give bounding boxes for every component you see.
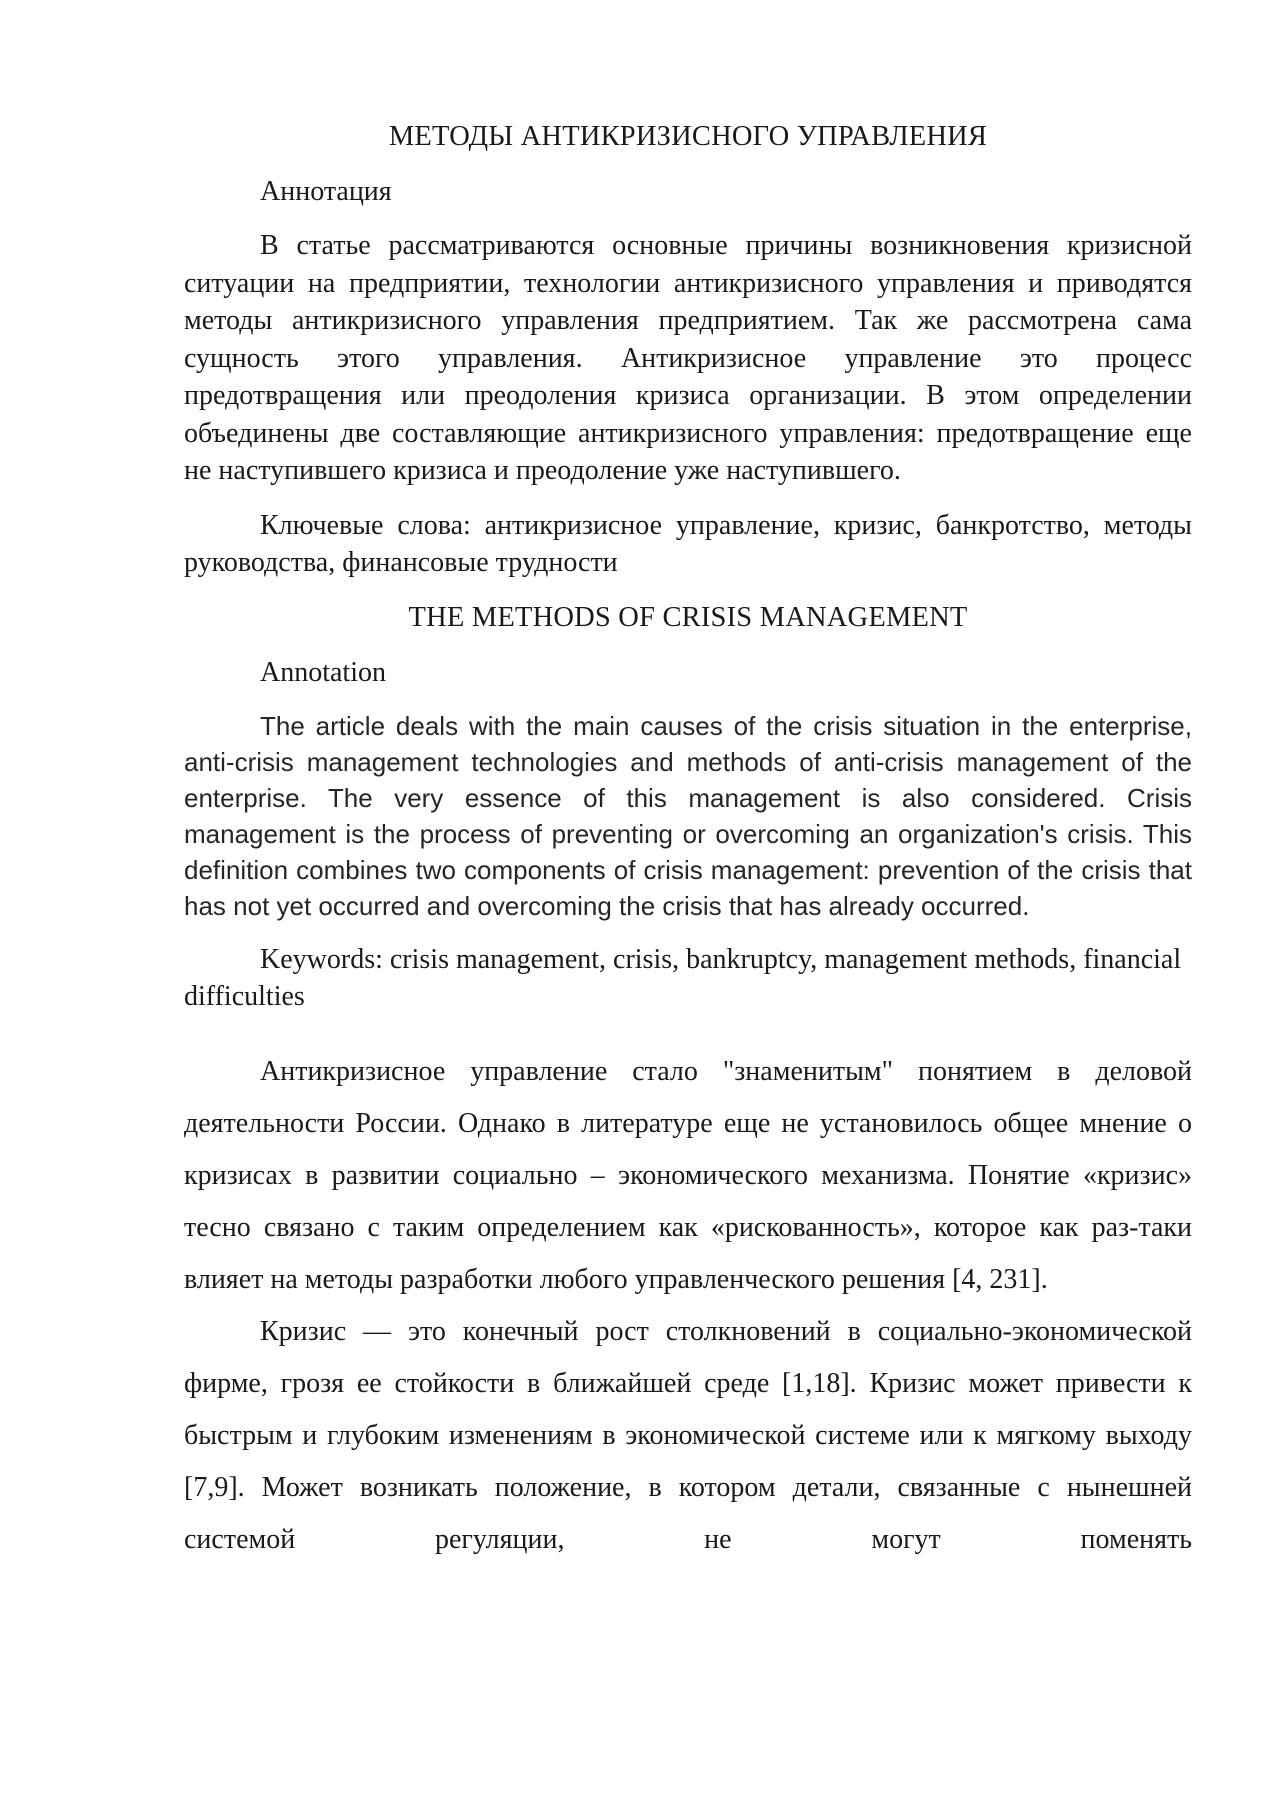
- title-ru: МЕТОДЫ АНТИКРИЗИСНОГО УПРАВЛЕНИЯ: [388, 121, 988, 152]
- keywords-en: Keywords: crisis management, crisis, bankruptcy, management methods, financial difficulties: [184, 943, 1182, 1012]
- keywords-ru: Ключевые слова: антикризисное управление, кризис, банкротство, методы руководства, финансовые трудности: [184, 509, 1192, 578]
- body-paragraph-1: Антикризисное управление стало "знаменитым" понятием в деловой деятельности России. Однако в литературе еще не установилось общее мнение о кризисах в развитии социально – экономического механизма. Понятие «кризис» тесно связано с таким определением как «рискованность», которое как раз-таки влияет на методы разработки любого управленческого решения [4, 231].: [184, 1055, 1192, 1295]
- annotation-label-ru: Аннотация: [260, 176, 392, 207]
- document-page: [184, 118, 1192, 1566]
- body-paragraph-2: Кризис — это конечный рост столкновений в социально-экономической фирме, грозя ее стойкости в ближайшей среде [1,18]. Кризис может привести к быстрым и глубоким изменениям в экономической системе или к мягкому выходу [7,9]. Может возникать положение, в котором детали, связанные с нынешней системой регуляции, не могут поменять: [184, 1315, 1192, 1555]
- annotation-ru: В статье рассматриваются основные причины возникновения кризисной ситуации на предприятии, технологии антикризисного управления и приводятся методы антикризисного управления предприятием. Так же рассмотрена сама сущность этого управления. Антикризисное управление это процесс предотвращения или преодоления кризиса организации. В этом определении объединены две составляющие антикризисного управления: предотвращение еще не наступившего кризиса и преодоление уже наступившего.: [184, 230, 1192, 486]
- title-en: THE METHODS OF CRISIS MANAGEMENT: [408, 601, 968, 633]
- annotation-label-en: Annotation: [260, 656, 386, 688]
- annotation-en: The article deals with the main causes of the crisis situation in the enterprise, anti-crisis management technologies and methods of anti-crisis management of the enterprise. The very essence of this management is also considered. Crisis management is the process of preventing or overcoming an organization's crisis. This definition combines two components of crisis management: prevention of the crisis that has not yet occurred and overcoming the crisis that has already occurred.: [184, 710, 1192, 921]
